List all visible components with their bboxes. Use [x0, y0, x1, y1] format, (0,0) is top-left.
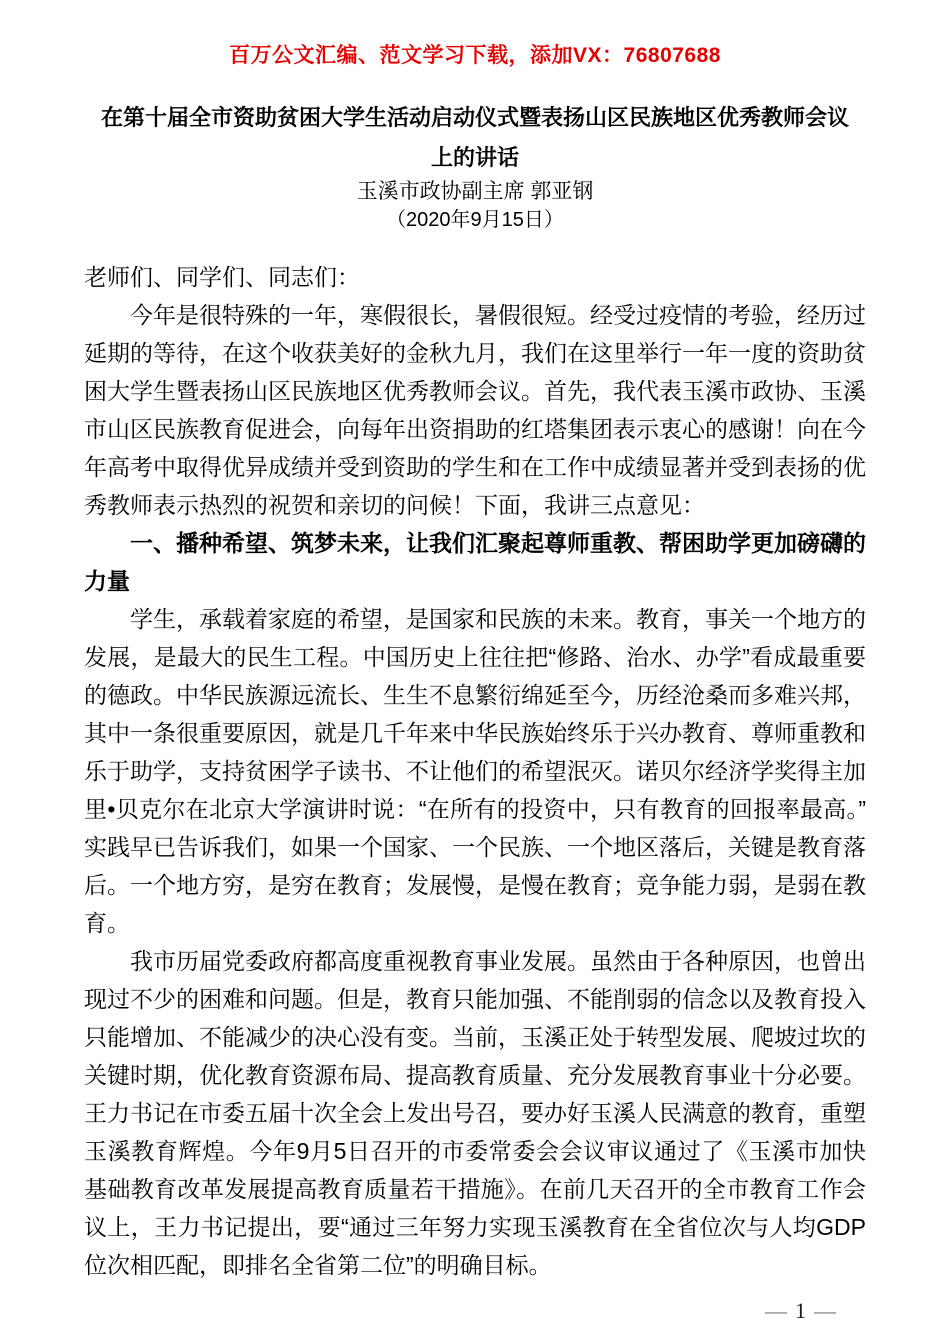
paragraph: 老师们、同学们、同志们： — [84, 264, 360, 290]
page-number-dash-left: — — [765, 1298, 787, 1323]
page-number-value: 1 — [795, 1298, 806, 1323]
document-body — [84, 258, 866, 1284]
page-number — [757, 1298, 844, 1324]
document-title-line-1: 在第十届全市资助贫困大学生活动启动仪式暨表扬山区民族地区优秀教师会议 — [100, 105, 849, 130]
paragraph: 一、播种希望、筑梦未来，让我们汇聚起尊师重教、帮困助学更加磅礴的力量 — [84, 530, 866, 594]
document-title-line-2: 上的讲话 — [430, 145, 519, 170]
document-content — [0, 44, 950, 1284]
paragraph: 学生，承载着家庭的希望，是国家和民族的未来。教育，事关一个地方的发展，是最大的民生工程。中国历史上往往把“修路、治水、办学”看成最重要的德政。中华民族源远流长、生生不息繁衍绵延至今，历经沧桑而多难兴邦，其中一条很重要原因，就是几千年来中华民族始终乐于兴办教育、尊师重教和乐于助学，支持贫困学子读书、不让他们的希望泯灭。诺贝尔经济学奖得主加里•贝克尔在北京大学演讲时说：“在所有的投资中，只有教育的回报率最高。”实践早已告诉我们，如果一个国家、一个民族、一个地区落后，关键是教育落后。一个地方穷，是穷在教育；发展慢，是慢在教育；竞争能力弱，是弱在教育。 — [84, 606, 866, 936]
speech-date: （2020年9月15日） — [386, 209, 564, 231]
page-number-dash-right: — — [814, 1298, 836, 1323]
paragraph: 今年是很特殊的一年，寒假很长，暑假很短。经受过疫情的考验，经历过延期的等待，在这个收获美好的金秋九月，我们在这里举行一年一度的资助贫困大学生暨表扬山区民族地区优秀教师会议。首先，我代表玉溪市政协、玉溪市山区民族教育促进会，向每年出资捐助的红塔集团表示衷心的感谢！向在今年高考中取得优异成绩并受到资助的学生和在工作中成绩显著并受到表扬的优秀教师表示热烈的祝贺和亲切的问候！下面，我讲三点意见： — [84, 302, 866, 518]
title-block — [84, 98, 866, 234]
speaker-byline: 玉溪市政协副主席 郭亚钢 — [356, 180, 594, 203]
paragraph: 我市历届党委政府都高度重视教育事业发展。虽然由于各种原因，也曾出现过不少的困难和问题。但是，教育只能加强、不能削弱的信念以及教育投入只能增加、不能减少的决心没有变。当前，玉溪正处于转型发展、爬坡过坎的关键时期，优化教育资源布局、提高教育质量、充分发展教育事业十分必要。王力书记在市委五届十次全会上发出号召，要办好玉溪人民满意的教育，重塑玉溪教育辉煌。今年9月5日召开的市委常委会会议审议通过了《玉溪市加快基础教育改革发展提高教育质量若干措施》。在前几天召开的全市教育工作会议上，王力书记提出，要“通过三年努力实现玉溪教育在全省位次与人均GDP位次相匹配，即排名全省第二位”的明确目标。 — [84, 948, 866, 1278]
promo-notice-banner: 百万公文汇编、范文学习下载，添加VX：76807688 — [229, 44, 721, 67]
